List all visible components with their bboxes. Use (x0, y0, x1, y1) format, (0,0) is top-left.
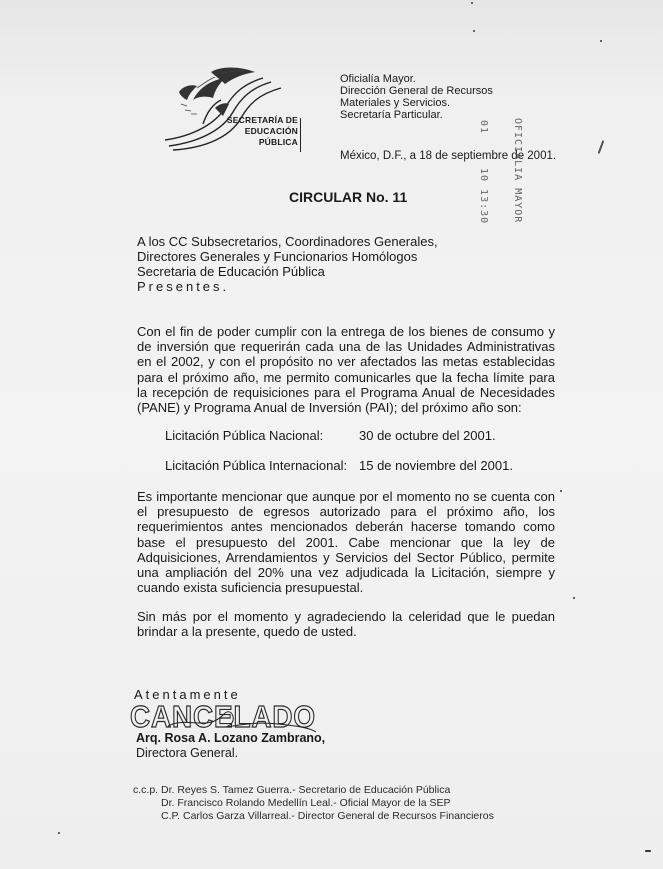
scan-speck (471, 2, 473, 4)
addressee-line: A los CC Subsecretarios, Coordinadores Generales, (137, 234, 438, 249)
office-line: Dirección General de Recursos (340, 85, 493, 97)
stamp-text: 01 (478, 120, 489, 135)
stamp-text: OFICIALIA MAYOR (512, 118, 523, 224)
closing-text: Atentamente (134, 687, 241, 702)
logo-line: EDUCACIÓN (244, 126, 298, 136)
cancelled-stamp (128, 696, 318, 734)
logo-text (214, 115, 298, 148)
scan-speck (600, 40, 602, 42)
signatory-name: Arq. Rosa A. Lozano Zambrano, (136, 731, 326, 745)
deadline-row (165, 458, 513, 473)
document-date: México, D.F., a 18 de septiembre de 2001. (340, 150, 557, 162)
ccp-line: c.c.p. Dr. Reyes S. Tamez Guerra.- Secretario de Educación Pública (133, 784, 451, 796)
addressee-line: Secretaria de Educación Pública (137, 264, 325, 279)
addressee-line: Presentes. (137, 279, 230, 294)
addressee-line: Directores Generales y Funcionarios Homólogos (137, 249, 418, 264)
body-paragraph-3: Sin más por el momento y agradeciendo la celeridad que le puedan brindar a la presente, quedo de usted. (137, 609, 555, 640)
scan-speck (58, 832, 60, 834)
circular-title: CIRCULAR No. 11 (289, 189, 408, 205)
deadline-row (165, 428, 496, 443)
scan-speck (645, 850, 651, 852)
deadline-value: 15 de noviembre del 2001. (359, 458, 513, 473)
logo-line: SECRETARÍA DE (226, 115, 298, 125)
deadline-label: Licitación Pública Internacional: (165, 458, 348, 473)
office-line: Materiales y Servicios. (340, 97, 451, 109)
office-line: Secretaría Particular. (340, 109, 443, 121)
scan-speck (573, 597, 575, 599)
office-heading (340, 73, 493, 121)
body-paragraph-2: Es importante mencionar que aunque por el momento no se cuenta con el presupuesto de egresos autorizado para el próximo año, los requerimientos antes mencionados deberán hacerse tomando como base el presupuesto del 2001. Cabe mencionar que la ley de Adquisiciones, Arrendamientos y Servicios del Sector Público, permite una ampliación del 20% una vez adjudicada la Licitación, siempre y cuando exista suficiencia presupuestal. (137, 489, 555, 596)
stamp-text: 10 13:30 (478, 168, 489, 225)
ccp-line: Dr. Francisco Rolando Medellín Leal.- Oficial Mayor de la SEP (161, 797, 451, 809)
body-paragraph-1: Con el fin de poder cumplir con la entrega de los bienes de consumo y de inversión que requerirán cada una de las Unidades Administrativas en el 2002, y con el propósito no ver afectados las metas establecidas para el próximo año, me permito comunicarles que la fecha límite para la recepción de requisiciones para el Programa Anual de Necesidades (PANE) y Programa Anual de Inversión (PAI); del próximo año son: (137, 324, 555, 416)
deadline-value: 30 de octubre del 2001. (359, 428, 496, 443)
scan-speck (560, 490, 562, 492)
signatory-role: Directora General. (136, 746, 239, 760)
cancelled-stamp-text: CANCELADO (130, 699, 316, 734)
ccp-line: C.P. Carlos Garza Villarreal.- Director General de Recursos Financieros (161, 810, 494, 822)
reception-stamp (478, 118, 538, 248)
logo-divider (300, 118, 301, 152)
logo-line: PÚBLICA (258, 137, 298, 147)
office-line: Oficialía Mayor. (340, 73, 416, 85)
carbon-copy-list (133, 784, 494, 823)
addressee-block (137, 234, 438, 294)
scan-speck (473, 30, 475, 32)
deadline-label: Licitación Pública Nacional: (165, 428, 324, 443)
scan-speck (598, 140, 605, 154)
